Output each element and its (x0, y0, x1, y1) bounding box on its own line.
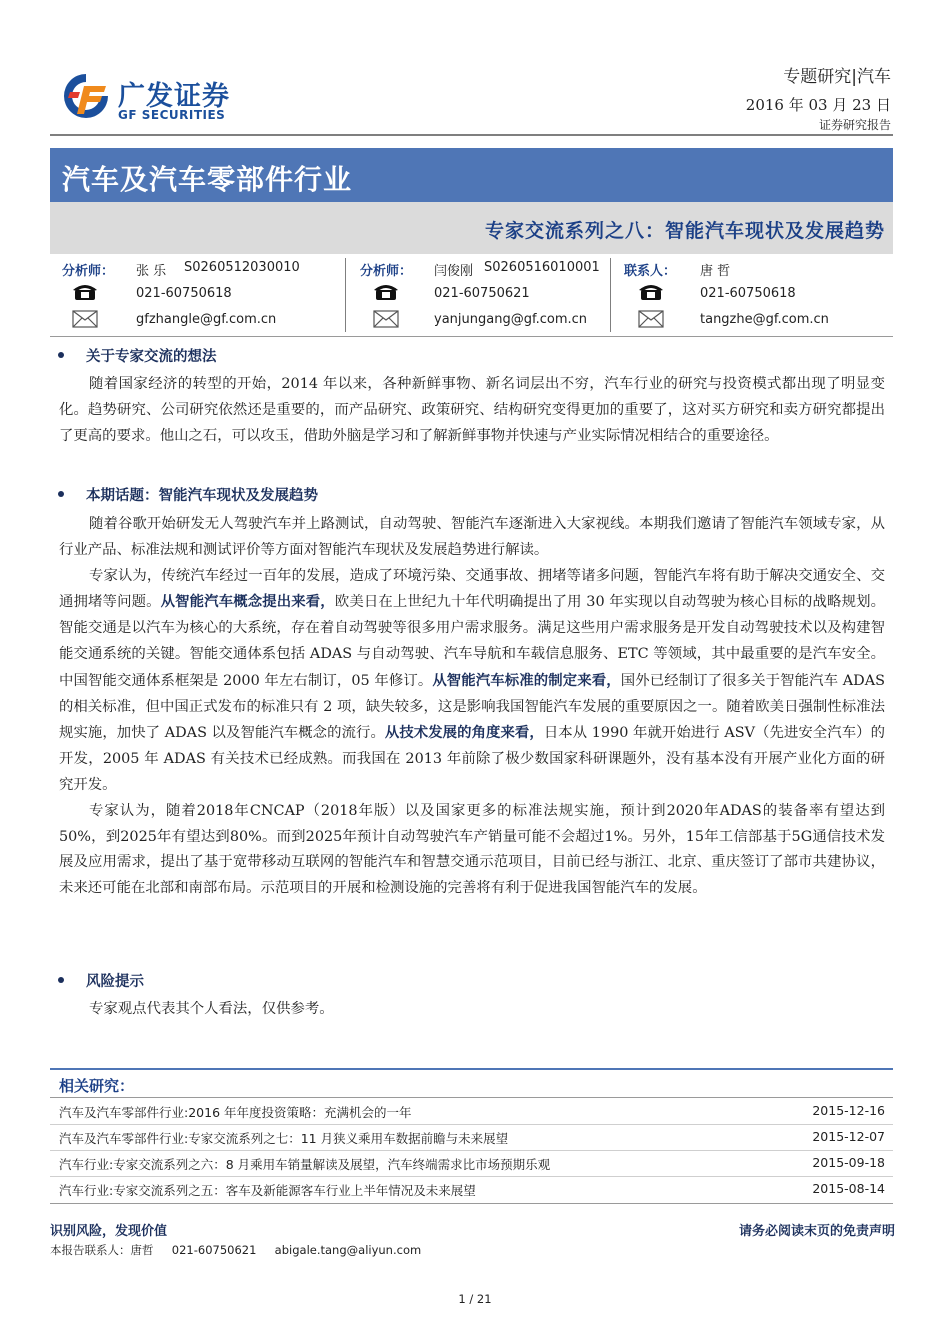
email-icon (373, 309, 399, 329)
related-item-date: 2015-09-18 (812, 1155, 885, 1170)
related-item-date: 2015-12-16 (812, 1103, 885, 1118)
header-divider (50, 134, 893, 136)
related-item[interactable] (59, 1129, 885, 1147)
analyst-1-code: S0260512030010 (184, 260, 300, 275)
related-top-rule (50, 1068, 893, 1070)
section-heading: 关于专家交流的想法 (58, 345, 217, 366)
section-heading: 风险提示 (58, 970, 144, 991)
footer-slogan: 识别风险，发现价值 (50, 1224, 168, 1239)
analyst-1-name: 张 乐 (136, 264, 167, 279)
phone-icon (72, 282, 98, 302)
related-item-date: 2015-12-07 (812, 1129, 885, 1144)
page-number: 1 / 21 (458, 1292, 492, 1306)
report-date: 2016 年 03 月 23 日 (745, 96, 891, 114)
report-type: 证券研究报告 (818, 118, 891, 132)
analyst-1-phone: 021-60750618 (136, 286, 232, 301)
email-icon (638, 309, 664, 329)
page-subtitle: 专家交流系列之八：智能汽车现状及发展趋势 (484, 220, 885, 242)
contact-name: 唐 哲 (700, 264, 731, 279)
title-band (50, 148, 893, 202)
related-bottom-rule (50, 1203, 893, 1204)
phone-icon (373, 282, 399, 302)
section-heading: 本期话题：智能汽车现状及发展趋势 (58, 484, 318, 505)
related-item[interactable] (59, 1103, 885, 1121)
related-divider (50, 1176, 893, 1177)
analyst-bottom-rule (50, 336, 893, 337)
contact-role: 联系人： (624, 264, 677, 279)
analyst-divider (345, 258, 346, 332)
analyst-2-phone: 021-60750621 (434, 286, 530, 301)
gf-logo-icon (60, 70, 112, 122)
section-paragraph: 随着谷歌开始研发无人驾驶汽车并上路测试，自动驾驶、智能汽车逐渐进入大家视线。本期我们邀请了智能汽车领域专家，从行业产品、标准法规和测试评价等方面对智能汽车现状及发展趋势进行解读。 专家认为，传统汽车经过一百年的发展，造成了环境污染、交通事故、拥堵等诸多问题，智能汽车将有助于解决交通安全、交通拥堵等问题。从智能汽车概念提出来看，欧美日在上世纪九十年代明确提出了用 30 年实现以自动驾驶为核心目标的战略规划。智能交通是以汽车为核心的大系统，存在着自动驾驶等很多用户需求服务。满足这些用户需求服务是开发自动驾驶技术以及构建智能交通系统的关键。智能交通体系包括 ADAS 与自动驾驶、汽车导航和车载信息服务、ETC 等领域，其中最重要的是汽车安全。中国智能交通体系框架是 2000 年左右制订，05 年修订。从智能汽车标准的制定来看，国外已经制订了很多关于智能汽车 ADAS 的相关标准，但中国正式发布的标准只有 2 项，缺失较多，这是影响我国智能汽车发展的重要原因之一。随着欧美日强制性标准法规实施，加快了 ADAS 以及智能汽车概念的流行。从技术发展的角度来看，日本从 1990 年就开始进行 ASV（先进安全汽车）的开发，2005 年 ADAS 有关技术已经成熟。而我国在 2013 年前除了极少数国家科研课题外，没有基本没有开展产业化方面的研究开发。 专家认为，随着2018年CNCAP（2018年版）以及国家更多的标准法规实施，预计到2020年ADAS的装备率有望达到50%，到2025年有望达到80%。而到2025年预计自动驾驶汽车产销量可能不会超过1%。另外，15年工信部基于5G通信技术发展及应用需求，提出了基于宽带移动互联网的智能汽车和智慧交通示范项目，目前已经与浙江、北京、重庆签订了部市共建协议，未来还可能在北部和南部布局。示范项目的开展和检测设施的完善将有利于促进我国智能汽车的发展。 (59, 516, 885, 897)
section-paragraph: 随着国家经济的转型的开始，2014 年以来，各种新鲜事物、新名词层出不穷，汽车行业的研究与投资模式都出现了明显变化。趋势研究、公司研究依然还是重要的，而产品研究、政策研究、结构研究变得更加的重要了，这对买方研究和卖方研究都提出了更高的要求。他山之石，可以攻玉，借助外脑是学习和了解新鲜事物并快速与产业实际情况相结合的重要途径。 (59, 376, 885, 444)
related-item-title: 汽车行业:专家交流系列之五：客车及新能源客车行业上半年情况及未来展望 (59, 1183, 476, 1198)
analyst-1-email[interactable]: gfzhangle@gf.com.cn (136, 312, 277, 327)
logo-text-en: GF SECURITIES (118, 108, 226, 122)
bullet-icon (58, 491, 64, 497)
related-item-title: 汽车及汽车零部件行业:2016 年年度投资策略：充满机会的一年 (59, 1105, 412, 1120)
related-item-title: 汽车行业:专家交流系列之六：8 月乘用车销量解读及展望，汽车终端需求比市场预期乐观 (59, 1157, 551, 1172)
related-heading: 相关研究： (59, 1077, 135, 1095)
subtitle-band (50, 202, 893, 254)
analyst-2-code: S0260516010001 (484, 260, 600, 275)
related-item-title: 汽车及汽车零部件行业:专家交流系列之七：11 月狭义乘用车数据前瞻与未来展望 (59, 1131, 509, 1146)
report-category: 专题研究|汽车 (783, 67, 891, 87)
analyst-divider (610, 258, 611, 332)
related-divider (50, 1150, 893, 1151)
page-title: 汽车及汽车零部件行业 (62, 163, 353, 196)
phone-icon (638, 282, 664, 302)
related-divider (50, 1097, 893, 1098)
analyst-1-role: 分析师： (62, 264, 115, 279)
related-item[interactable] (59, 1181, 885, 1199)
section-paragraph: 专家观点代表其个人看法，仅供参考。 (89, 1001, 334, 1017)
footer-contact: 本报告联系人：唐哲 021-60750621 abigale.tang@aliyun.com (50, 1243, 422, 1257)
analyst-2-role: 分析师： (360, 264, 413, 279)
contact-phone: 021-60750618 (700, 286, 796, 301)
related-item-date: 2015-08-14 (812, 1181, 885, 1196)
bullet-icon (58, 352, 64, 358)
email-icon (72, 309, 98, 329)
contact-email[interactable]: tangzhe@gf.com.cn (700, 312, 829, 327)
bullet-icon (58, 977, 64, 983)
related-divider (50, 1124, 893, 1125)
analyst-2-name: 闫俊刚 (434, 264, 474, 279)
related-item[interactable] (59, 1155, 885, 1173)
footer-disclaimer-note[interactable]: 请务必阅读末页的免责声明 (738, 1224, 895, 1239)
analyst-2-email[interactable]: yanjungang@gf.com.cn (434, 312, 587, 327)
logo-text-cn: 广发证券 (118, 81, 230, 112)
